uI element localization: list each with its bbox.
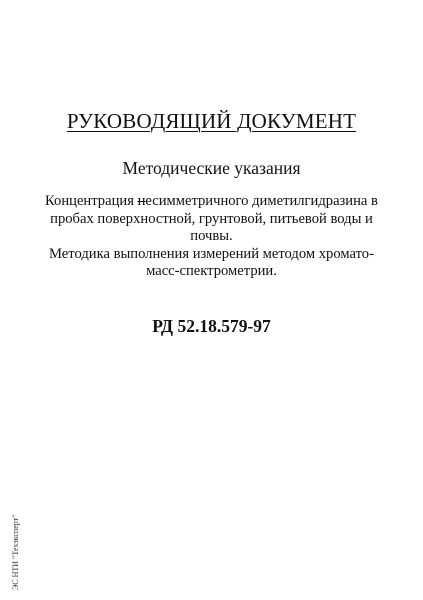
description-line-1-start: Концентрация (45, 193, 138, 209)
description-line-4: Методика выполнения измерений методом хромато- (49, 245, 374, 262)
document-subtitle: Методические указания (122, 158, 301, 178)
description-line-2: пробах поверхностной, грунтовой, питьевой воды и (50, 210, 373, 227)
description-line-5: масс-спектрометрии. (146, 263, 277, 280)
description-line-1-end: есимметричного диметилгидразина в (145, 193, 378, 209)
description-line-3: почвы. (190, 228, 233, 245)
description-line-1 (20, 193, 403, 211)
description-struck-letter: н (137, 193, 146, 209)
document-description (20, 193, 403, 281)
document-type-heading: РУКОВОДЯЩИЙ ДОКУМЕНТ (66, 109, 357, 133)
publisher-watermark: ЭС НТИ "Техэксперт" (11, 514, 20, 590)
document-number: РД 52.18.579-97 (152, 316, 271, 336)
